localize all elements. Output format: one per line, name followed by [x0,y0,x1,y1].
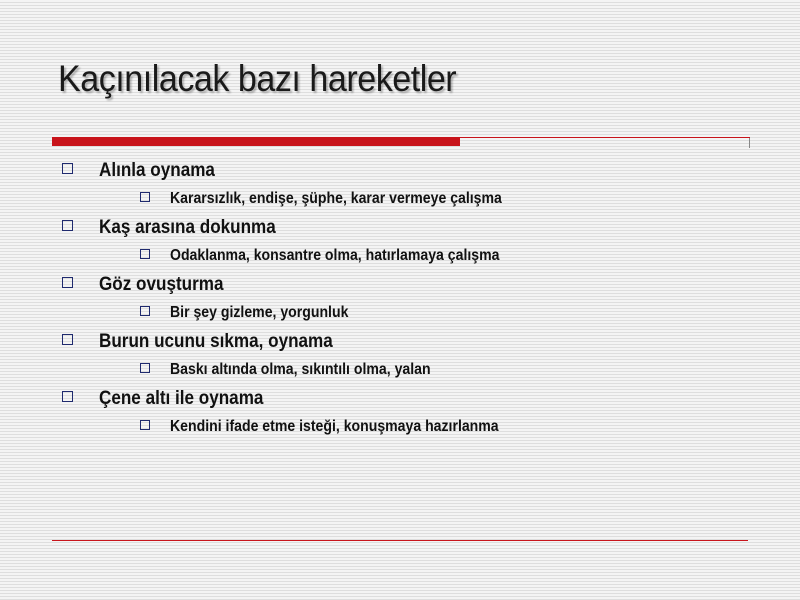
square-bullet-icon [62,277,73,288]
square-sub-bullet-icon [140,306,150,316]
square-sub-bullet-icon [140,249,150,259]
sub-bullet-text: Kararsızlık, endişe, şüphe, karar vermeye çalışma [170,190,502,207]
list-item [60,158,760,215]
sub-bullet-text: Baskı altında olma, sıkıntılı olma, yalan [170,361,431,378]
sub-bullet-text: Bir şey gizleme, yorgunluk [170,304,349,321]
bullet-text: Alınla oynama [99,159,215,181]
list-item [60,215,760,272]
square-bullet-icon [62,391,73,402]
sub-bullet-text: Odaklanma, konsantre olma, hatırlamaya çalışma [170,247,500,264]
title-divider-thick [52,137,460,146]
square-sub-bullet-icon [140,363,150,373]
bullet-row [60,329,760,354]
sub-bullet-row [60,411,760,443]
bullet-list [60,158,760,443]
bullet-text: Çene altı ile oynama [99,387,264,409]
bullet-text: Göz ovuşturma [99,273,224,295]
slide-title: Kaçınılacak bazı hareketler [58,58,457,99]
title-divider-tick [749,138,750,148]
list-item [60,272,760,329]
sub-bullet-text: Kendini ifade etme isteği, konuşmaya hazırlanma [170,418,499,435]
square-sub-bullet-icon [140,192,150,202]
square-sub-bullet-icon [140,420,150,430]
square-bullet-icon [62,220,73,231]
sub-bullet-row [60,183,760,215]
square-bullet-icon [62,334,73,345]
sub-bullet-row [60,354,760,386]
bullet-text: Burun ucunu sıkma, oynama [99,330,333,352]
bullet-row [60,158,760,183]
title-divider-thin [460,137,750,138]
list-item [60,386,760,443]
bullet-row [60,215,760,240]
sub-bullet-row [60,240,760,272]
square-bullet-icon [62,163,73,174]
bullet-row [60,272,760,297]
sub-bullet-row [60,297,760,329]
bottom-rule [52,540,748,541]
list-item [60,329,760,386]
bullet-row [60,386,760,411]
bullet-text: Kaş arasına dokunma [99,216,276,238]
